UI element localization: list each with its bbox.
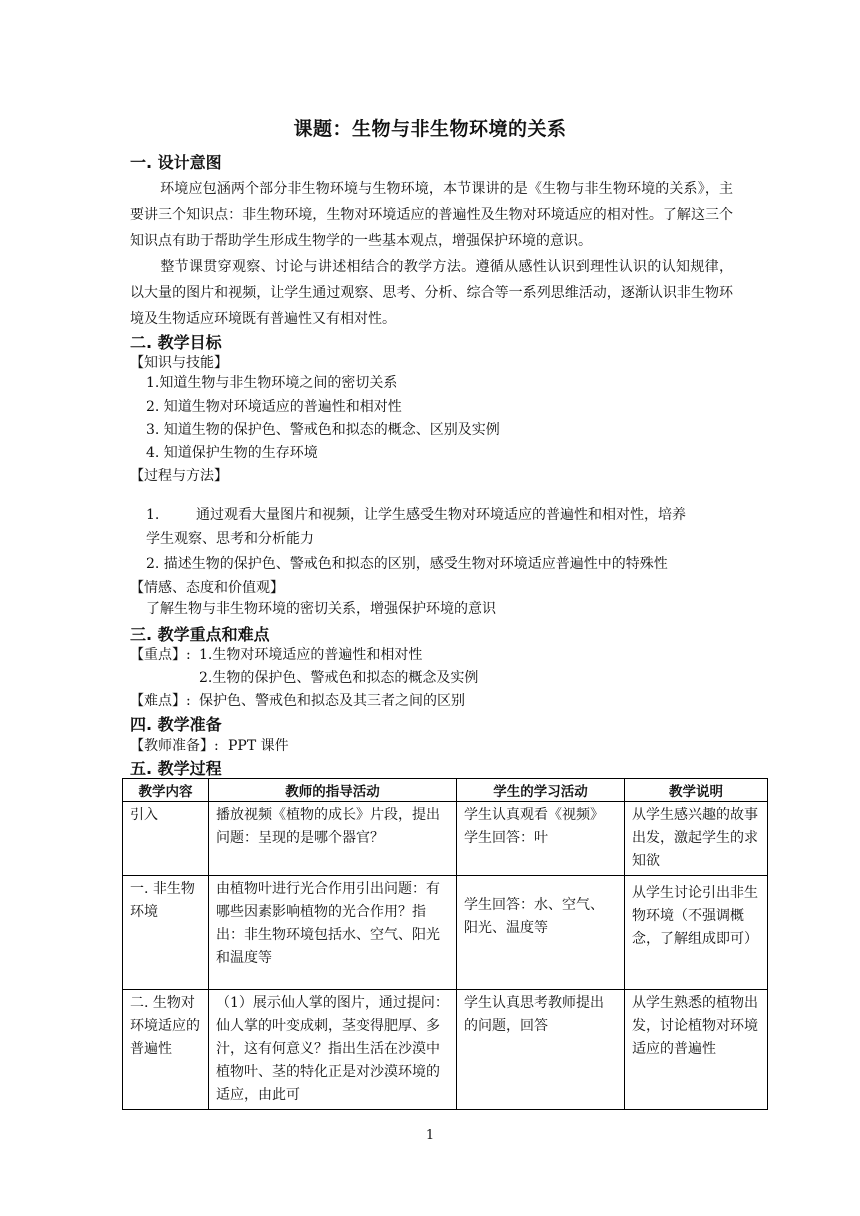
section-heading-process: 五. 教学过程 [130,759,222,778]
cell-content: 一. 非生物环境 [123,876,209,990]
column-header: 学生的学习活动 [457,779,625,802]
design-paragraph-2 [130,254,733,332]
cell-note: 从学生讨论引出非生物环境（不强调概念，了解组成即可） [625,876,768,990]
knowledge-label: 【知识与技能】 [130,355,228,371]
process-item-2: 2. 描述生物的保护色、警戒色和拟态的区别，感受生物对环境适应普遍性中的特殊性 [146,556,668,572]
knowledge-item: 2. 知道生物对环境适应的普遍性和相对性 [146,399,402,415]
knowledge-item: 3. 知道生物的保护色、警戒色和拟态的概念、区别及实例 [146,422,500,438]
preparation-text: PPT 课件 [228,738,289,754]
table-row [123,990,768,1110]
key-point-label: 【重点】: [130,647,191,663]
table-header-row [123,779,768,802]
difficulty-label: 【难点】: [130,693,191,709]
table-row [123,876,768,990]
design-paragraph-1 [130,176,733,254]
cell-content: 引入 [123,802,209,876]
cell-note: 从学生感兴趣的故事出发，激起学生的求知欲 [625,802,768,876]
cell-note: 从学生熟悉的植物出发，讨论植物对环境适应的普遍性 [625,990,768,1110]
process-label: 【过程与方法】 [130,468,228,484]
cell-student: 学生认真思考教师提出的问题，回答 [457,990,625,1110]
knowledge-item: 1.知道生物与非生物环境之间的密切关系 [146,375,398,391]
cell-student: 学生认真观看《视频》学生回答：叶 [457,802,625,876]
difficulty-text: 保护色、警戒色和拟态及其三者之间的区别 [199,693,465,709]
key-point-item-1: 1.生物对环境适应的普遍性和相对性 [199,647,423,663]
process-item-1-number: 1. [146,507,160,523]
key-point-item-2: 2.生物的保护色、警戒色和拟态的概念及实例 [199,670,479,686]
section-heading-objectives: 二. 教学目标 [130,333,222,352]
section-heading-design: 一. 设计意图 [130,153,222,172]
emotion-text: 了解生物与非生物环境的密切关系，增强保护环境的意识 [146,601,496,617]
document-title: 课题：生物与非生物环境的关系 [293,118,567,140]
design-paragraph-2-text: 整节课贯穿观察、讨论与讲述相结合的教学方法。遵循从感性认识到理性认识的认知规律，以大量的图片和视频，让学生通过观察、思考、分析、综合等一系列思维活动，逐渐认识非生物环境及生物适应环境既有普遍性又有相对性。 [130,259,733,327]
cell-teacher: 由植物叶进行光合作用引出问题：有哪些因素影响植物的光合作用？指出：非生物环境包括水、空气、阳光和温度等 [209,876,457,990]
table-row [123,802,768,876]
column-header: 教师的指导活动 [209,779,457,802]
cell-content: 二. 生物对环境适应的普遍性 [123,990,209,1110]
page-number: 1 [425,1128,435,1143]
column-header: 教学说明 [625,779,768,802]
section-heading-preparation: 四. 教学准备 [130,715,222,734]
process-item-1-continuation: 学生观察、思考和分析能力 [146,531,314,547]
cell-teacher: （1）展示仙人掌的图片，通过提问：仙人掌的叶变成刺，茎变得肥厚、多汁，这有何意义？指出生活在沙漠中植物叶、茎的特化正是对沙漠环境的适应，由此可 [209,990,457,1110]
knowledge-item: 4. 知道保护生物的生存环境 [146,445,318,461]
column-header: 教学内容 [123,779,209,802]
emotion-label: 【情感、态度和价值观】 [130,580,284,596]
preparation-label: 【教师准备】: [130,738,219,754]
cell-student: 学生回答：水、空气、阳光、温度等 [457,876,625,990]
design-paragraph-1-text: 环境应包涵两个部分非生物环境与生物环境，本节课讲的是《生物与非生物环境的关系》，主要讲三个知识点：非生物环境，生物对环境适应的普遍性及生物对环境适应的相对性。了解这三个知识点有助于帮助学生形成生物学的一些基本观点，增强保护环境的意识。 [130,181,733,249]
section-heading-key-points: 三. 教学重点和难点 [130,625,270,644]
teaching-process-table [122,778,768,1110]
process-item-1-text: 通过观看大量图片和视频，让学生感受生物对环境适应的普遍性和相对性，培养 [196,507,686,523]
cell-teacher: 播放视频《植物的成长》片段，提出问题：呈现的是哪个器官？ [209,802,457,876]
